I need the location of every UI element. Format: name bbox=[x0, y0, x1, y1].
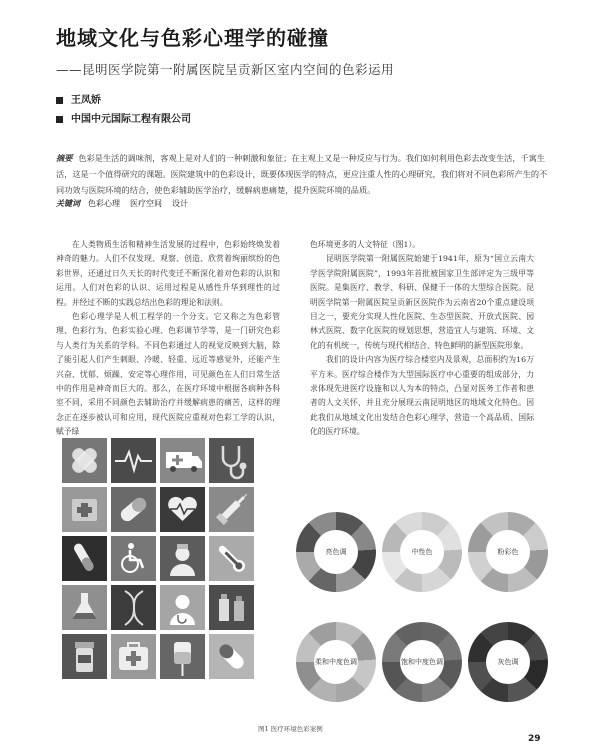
paragraph: 昆明医学院第一附属医院始建于1941年，原为“国立云南大学医学院附属医院”，1993年首批被国家卫生部评定为三级甲等医院。是集医疗、教学、科研、保健于一体的大型综合医院。昆明医学院第一附属医院呈贡新区医院作为云南省20个重点建设项目之一，要充分实现人性化医院、生态型医院、开放式医院、园林式医院、数字化医院的规划思想，营造宜人与建筑、环境、文化的有机统一，传统与现代相结合、特色鲜明的新型医院形象。 bbox=[310, 254, 534, 350]
page-number: 29 bbox=[528, 734, 541, 744]
keyword: 医疗空间 bbox=[130, 199, 162, 208]
keywords bbox=[56, 198, 198, 209]
color-donut bbox=[382, 622, 462, 702]
body-column-left bbox=[56, 238, 280, 440]
color-donut bbox=[296, 622, 376, 702]
medical-kit-icon bbox=[111, 634, 156, 679]
paragraph: 色环境更多的人文特征（图1）。 bbox=[310, 240, 421, 249]
donut-label: 灰色调 bbox=[486, 640, 530, 684]
donut-label: 饱和中度色调 bbox=[400, 640, 444, 684]
thermometer-icon bbox=[209, 536, 254, 581]
article-subtitle: ——昆明医学院第一附属医院呈贡新区室内空间的色彩运用 bbox=[56, 62, 395, 77]
donut-label: 柔和中度色调 bbox=[314, 640, 358, 684]
nurse-icon bbox=[160, 536, 205, 581]
syringe-icon bbox=[209, 487, 254, 532]
donut-label: 粉彩色 bbox=[486, 530, 530, 574]
paragraph: 在人类物质生活和精神生活发展的过程中，色彩始终焕发着神奇的魅力。人们不仅发现、观察、创造、欣赏着绚丽缤纷的色彩世界，还通过日久天长的时代变迁不断深化着对色彩的认识和运用。人们对色彩的认识、运用过程是从感性升华到理性的过程。并经过不断的实践总结出色彩的理论和法则。 bbox=[56, 240, 280, 307]
ambulance-icon bbox=[160, 438, 205, 483]
abstract-text: 色彩是生活的调味剂，客观上是对人们的一种刺激和象征；在主观上又是一种反应与行为。我们如何利用色彩去改变生活，千寓生活，这是一个值得研究的课题。医院建筑中的色彩设计，既要体现医学的特点，更应注重人性的心理研究，我们将对不同色彩所产生的不同功效与医院环境的结合，使色彩辅助医学治疗，缓解病患痛楚，提升医院环境的品质。 bbox=[56, 153, 548, 195]
author-name: 王凤娇 bbox=[56, 91, 101, 106]
test-tube-icon bbox=[62, 536, 107, 581]
keyword: 色彩心理 bbox=[88, 199, 120, 208]
capsule-icon bbox=[111, 487, 156, 532]
capsule-icon-2 bbox=[209, 634, 254, 679]
article-title: 地域文化与色彩心理学的碰撞 bbox=[56, 26, 329, 50]
heart-icon bbox=[160, 487, 205, 532]
dna-icon bbox=[111, 585, 156, 630]
bullet-square bbox=[56, 97, 63, 104]
iv-bag-icon bbox=[160, 634, 205, 679]
wheelchair-icon bbox=[111, 536, 156, 581]
color-donut bbox=[468, 512, 548, 592]
color-donut bbox=[468, 622, 548, 702]
abstract bbox=[56, 150, 554, 198]
bandage-icon bbox=[62, 438, 107, 483]
author-affiliation: 中国中元国际工程有限公司 bbox=[56, 110, 191, 125]
bottles-icon bbox=[209, 585, 254, 630]
flask-icon bbox=[62, 585, 107, 630]
body-column-right bbox=[310, 238, 534, 440]
keywords-label: 关键词 bbox=[56, 199, 80, 208]
abstract-label: 摘要 bbox=[56, 153, 73, 163]
doctor-icon bbox=[160, 585, 205, 630]
heartbeat-icon bbox=[111, 438, 156, 483]
medical-icon-grid bbox=[60, 436, 300, 726]
keyword: 设计 bbox=[172, 199, 188, 208]
pill-bottle-icon bbox=[62, 634, 107, 679]
color-donut bbox=[382, 512, 462, 592]
paragraph: 色彩心理学是人机工程学的一个分支。它又称之为色彩管理、色彩行为、色彩实验心理、色彩调节学等，是一门研究色彩与人类行为关系的学科。不同色彩通过人的视觉反映到大脑，除了能引起人们产生刺眼、冷暖、轻重、远近等感觉外，还能产生兴奋、忧郁、烦躁、安定等心理作用，可见颜色在人们日常生活中的作用是神奇而巨大的。那么，在医疗环境中根据各病种各科室不同，采用不同颜色去辅助治疗并缓解病患的痛苦，这样的理念正在逐步被认可和应用，现代医院应重视对色彩工学的认识，赋予绿 bbox=[56, 312, 280, 437]
donut-label: 亮色调 bbox=[314, 530, 358, 574]
donut-label: 中性色 bbox=[400, 530, 444, 574]
bullet-square bbox=[56, 116, 63, 123]
figure-caption: 图1 医疗环境色彩案例 bbox=[258, 725, 323, 733]
paragraph: 我们的设计内容为医疗综合楼室内及景观，总面积约为16万平方米。医疗综合楼作为大型国际医疗中心重要的组成部分，力求体现先进医疗设施和以人为本的特点，凸显对医务工作者和患者的人文关怀，并且充分展现云南昆明地区的地域文化特色。因此我们从地域文化出发结合色彩心理学，营造一个高品质、国际化的医疗环境。 bbox=[310, 355, 534, 437]
stethoscope-icon bbox=[209, 438, 254, 483]
color-donut bbox=[296, 512, 376, 592]
first-aid-icon bbox=[62, 487, 107, 532]
